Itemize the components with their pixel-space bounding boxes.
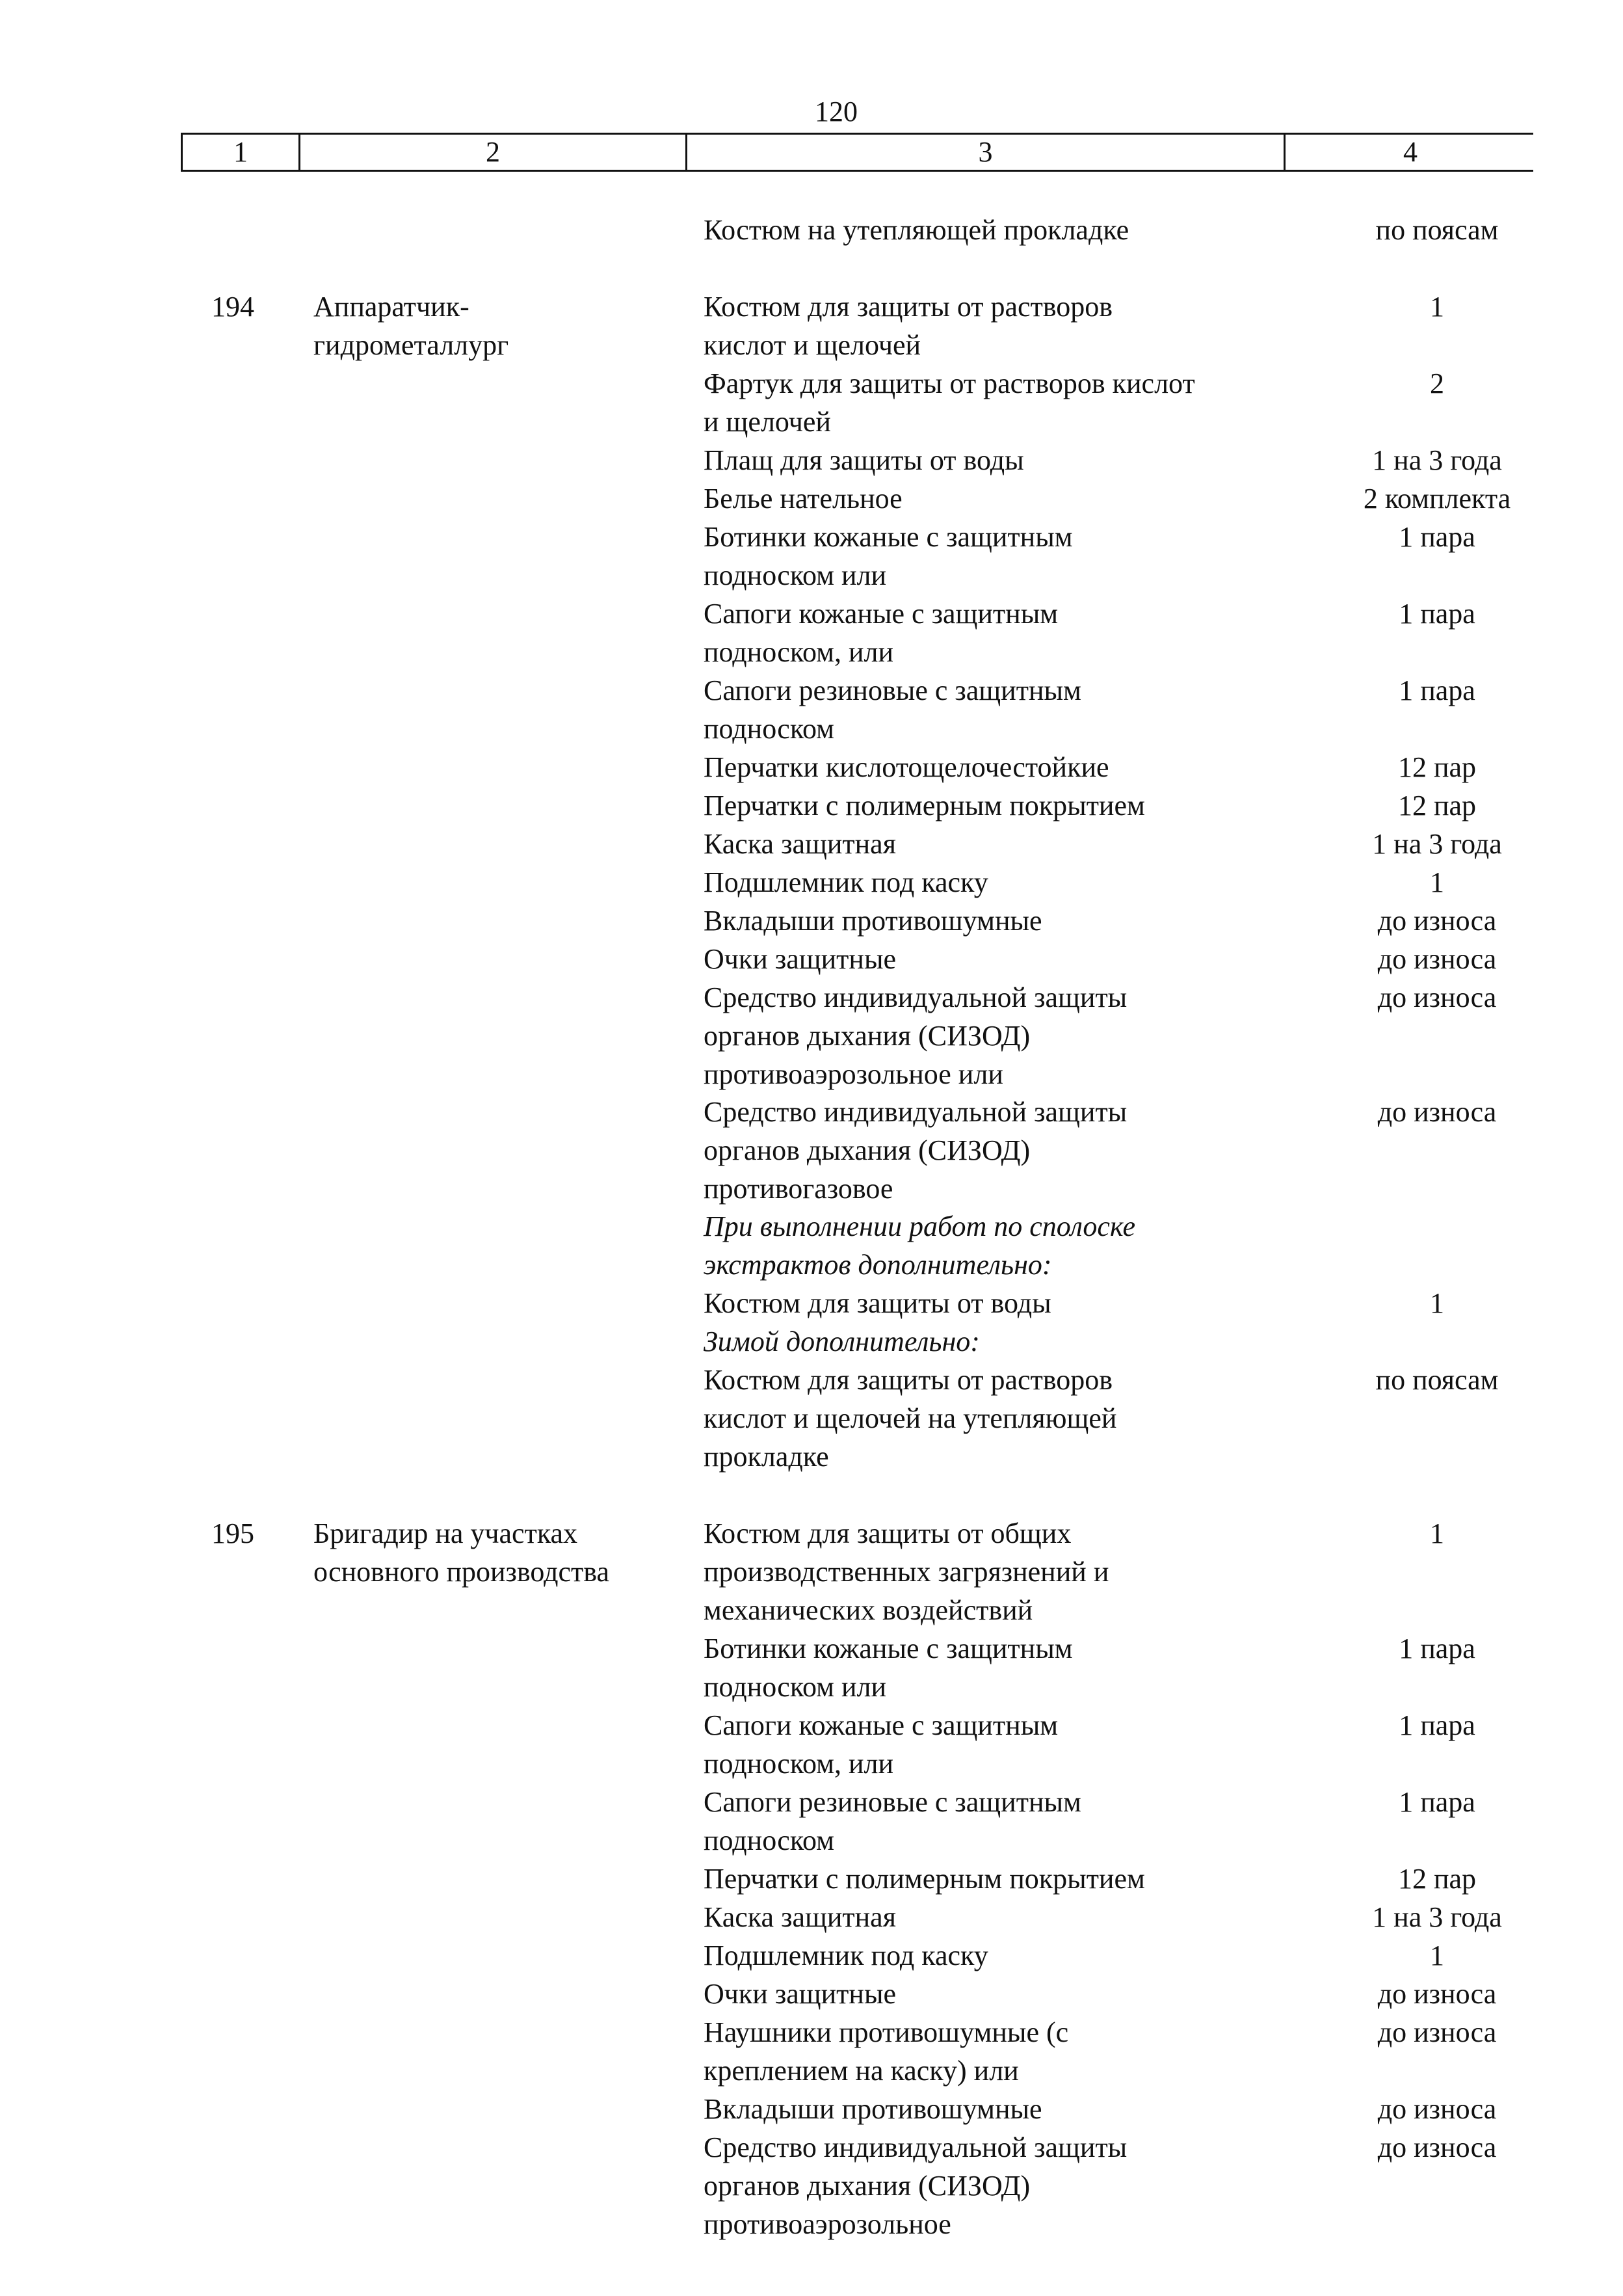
issue-norm: 2 комплекта — [1363, 483, 1511, 514]
ppe-item: Подшлемник под каску — [704, 866, 988, 898]
header-col-1: 1 — [183, 135, 300, 170]
issue-norm: 1 — [1430, 291, 1444, 323]
issue-norm: 1 пара — [1399, 1633, 1475, 1664]
issue-norm: до износа — [1377, 2093, 1497, 2125]
ppe-item: Наушники противошумные (с креплением на каску) или — [704, 2016, 1069, 2087]
issue-norm: 1 пара — [1399, 1786, 1475, 1818]
issue-norm: 12 пар — [1397, 1863, 1477, 1895]
issue-norm: 1 — [1430, 866, 1444, 898]
issue-norm: 1 пара — [1399, 1709, 1475, 1741]
issue-norm: 1 — [1430, 1940, 1444, 1971]
ppe-item: Очки защитные — [704, 1978, 897, 2010]
issue-norm: до износа — [1377, 981, 1497, 1013]
issue-norm: 1 пара — [1399, 598, 1475, 630]
ppe-item: Средство индивидуальной защиты органов дыхания (СИЗОД) противоаэрозольное или — [704, 981, 1128, 1090]
ppe-item: Фартук для защиты от растворов кислот и щелочей — [704, 367, 1195, 438]
ppe-item: Костюм для защиты от растворов кислот и щелочей — [704, 291, 1113, 361]
issue-norm: до износа — [1377, 943, 1497, 975]
ppe-item: Костюм для защиты от общих производственных загрязнений и механических воздействий — [704, 1517, 1109, 1626]
issue-norm: 12 пар — [1397, 751, 1477, 783]
ppe-item: Перчатки с полимерным покрытием — [704, 1863, 1145, 1895]
issue-norm: 1 на 3 года — [1372, 828, 1502, 860]
ppe-item: Сапоги резиновые с защитным подноском — [704, 1786, 1081, 1856]
ppe-item: Сапоги резиновые с защитным подноском — [704, 674, 1081, 745]
ppe-item: Перчатки кислотощелочестойкие — [704, 751, 1109, 783]
ppe-item: Ботинки кожаные с защитным подноском или — [704, 521, 1073, 591]
condition-note: Зимой дополнительно: — [704, 1326, 980, 1357]
issue-norm: до износа — [1377, 2016, 1497, 2048]
ppe-item: Плащ для защиты от воды — [704, 444, 1024, 476]
issue-norm: 12 пар — [1397, 790, 1477, 821]
issue-norm: до износа — [1377, 905, 1497, 937]
ppe-item: Каска защитная — [704, 828, 896, 860]
page-number: 120 — [815, 96, 858, 127]
header-col-4: 4 — [1403, 136, 1418, 168]
ppe-item: Белье нательное — [704, 483, 903, 514]
ppe-item: Очки защитные — [704, 943, 897, 975]
issue-norm: 1 на 3 года — [1372, 444, 1502, 476]
profession-name: Аппаратчик- гидрометаллург — [313, 291, 509, 361]
ppe-item: Сапоги кожаные с защитным подноском, или — [704, 598, 1059, 668]
issue-norm: 1 на 3 года — [1372, 1901, 1502, 1933]
ppe-item: Каска защитная — [704, 1901, 896, 1933]
ppe-item: Подшлемник под каску — [704, 1940, 988, 1971]
issue-norm: до износа — [1377, 2131, 1497, 2163]
ppe-item: Вкладыши противошумные — [704, 905, 1042, 937]
issue-norm: до износа — [1377, 1978, 1497, 2010]
issue-norm: 2 — [1430, 367, 1444, 399]
ppe-item: Средство индивидуальной защиты органов дыхания (СИЗОД) противогазовое — [704, 1096, 1128, 1205]
ppe-item: Вкладыши противошумные — [704, 2093, 1042, 2125]
ppe-item: Костюм для защиты от воды — [704, 1287, 1051, 1319]
issue-norm: 1 — [1430, 1517, 1444, 1549]
condition-note: При выполнении работ по сполоске экстрактов дополнительно: — [704, 1210, 1135, 1281]
header-col-3: 3 — [687, 135, 1286, 170]
ppe-item: Костюм на утепляющей прокладке — [704, 214, 1129, 246]
ppe-item: Средство индивидуальной защиты органов дыхания (СИЗОД) противоаэрозольное — [704, 2131, 1128, 2240]
profession-name: Бригадир на участках основного производства — [313, 1517, 609, 1588]
header-col-2: 2 — [300, 135, 687, 170]
issue-norm: по поясам — [1375, 1364, 1499, 1396]
ppe-item: Перчатки с полимерным покрытием — [704, 790, 1145, 821]
issue-norm: 1 пара — [1399, 521, 1475, 553]
ppe-item: Ботинки кожаные с защитным подноском или — [704, 1633, 1073, 1703]
issue-norm: 1 пара — [1399, 674, 1475, 706]
row-number: 194 — [211, 291, 254, 323]
table-header — [181, 133, 1533, 172]
issue-norm: 1 — [1430, 1287, 1444, 1319]
ppe-item: Костюм для защиты от растворов кислот и щелочей на утепляющей прокладке — [704, 1364, 1117, 1473]
issue-norm: до износа — [1377, 1096, 1497, 1128]
row-number: 195 — [211, 1517, 254, 1549]
ppe-item: Сапоги кожаные с защитным подноском, или — [704, 1709, 1059, 1780]
issue-norm: по поясам — [1375, 214, 1499, 246]
